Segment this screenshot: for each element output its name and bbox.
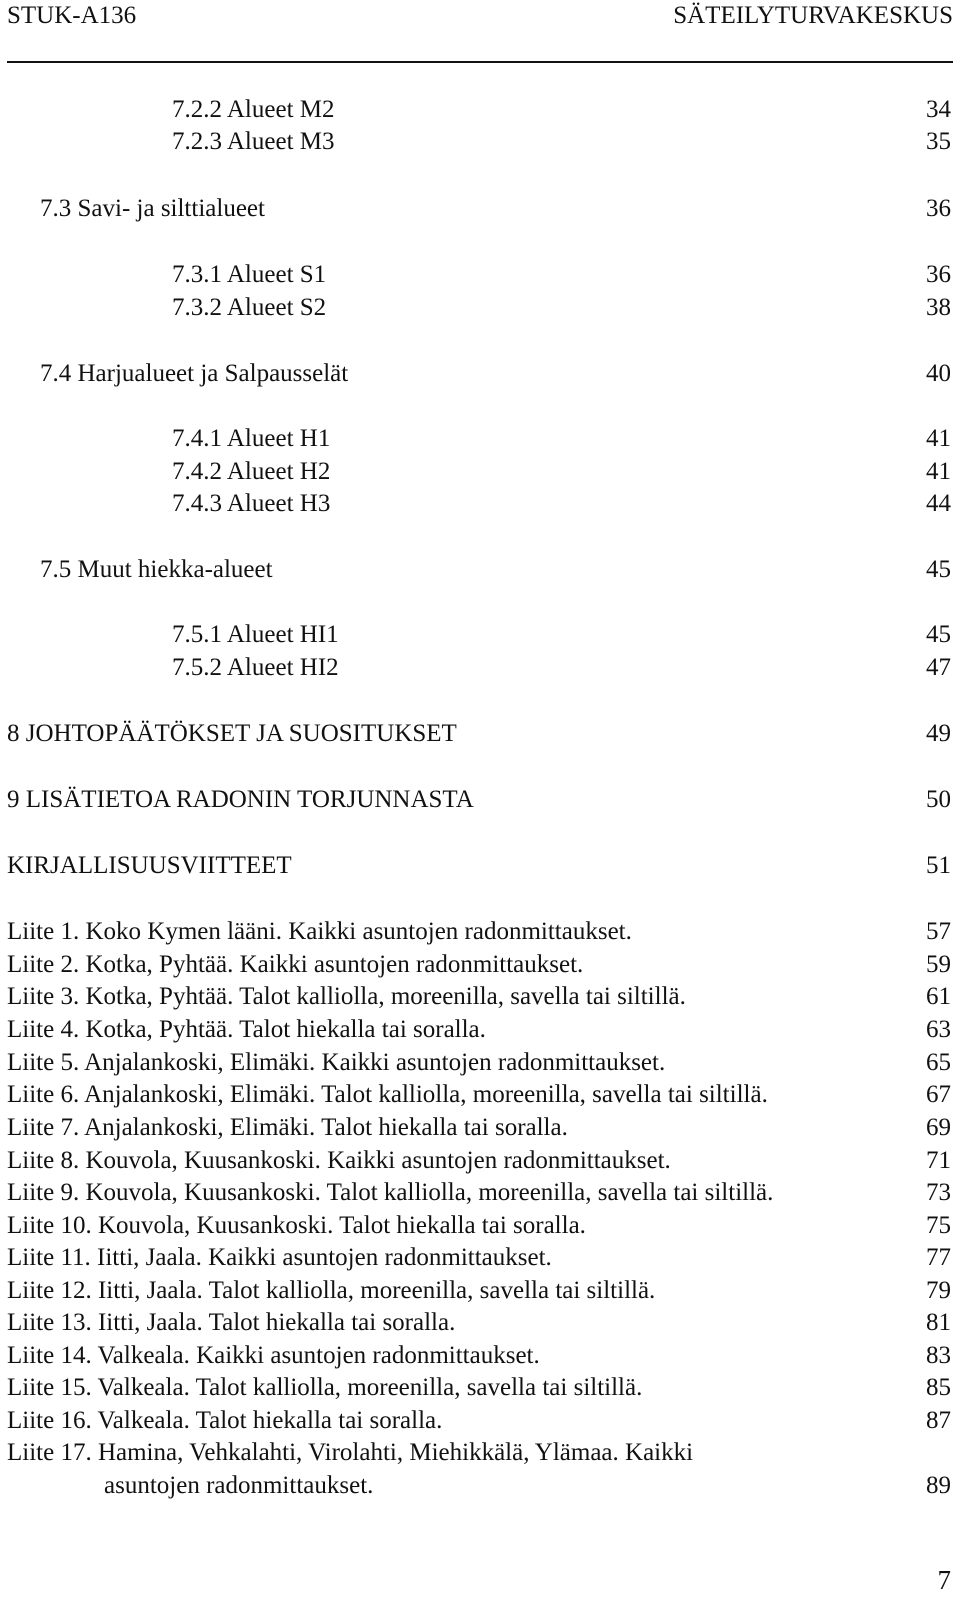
appendix-entry: Liite 4. Kotka, Pyhtää. Talot hiekalla tai soralla. [7, 1016, 486, 1043]
appendix-entry: Liite 9. Kouvola, Kuusankoski. Talot kalliolla, moreenilla, savella tai siltillä. [7, 1179, 774, 1206]
toc-page: 41 [926, 458, 951, 485]
toc-page: 49 [926, 720, 951, 747]
appendix-page: 57 [926, 918, 951, 945]
toc-page: 35 [926, 128, 951, 155]
toc-entry: 7.5.1 Alueet HI1 [172, 621, 339, 648]
appendix-entry: Liite 6. Anjalankoski, Elimäki. Talot kalliolla, moreenilla, savella tai siltillä. [7, 1081, 768, 1108]
appendix-page: 83 [926, 1342, 951, 1369]
toc-entry: 7.4.2 Alueet H2 [172, 458, 331, 485]
appendix-entry: Liite 12. Iitti, Jaala. Talot kalliolla, moreenilla, savella tai siltillä. [7, 1277, 656, 1304]
appendix-page: 61 [926, 983, 951, 1010]
toc-entry: 7.3.1 Alueet S1 [172, 261, 327, 288]
toc-entry: 9 LISÄTIETOA RADONIN TORJUNNASTA [7, 786, 474, 813]
toc-entry: 7.4.3 Alueet H3 [172, 490, 331, 517]
appendix-entry: Liite 17. Hamina, Vehkalahti, Virolahti, Miehikkälä, Ylämaa. Kaikki [7, 1439, 694, 1466]
toc-page: 50 [926, 786, 951, 813]
appendix-page: 73 [926, 1179, 951, 1206]
appendix-page: 65 [926, 1049, 951, 1076]
appendix-page: 89 [926, 1472, 951, 1499]
appendix-page: 59 [926, 951, 951, 978]
appendix-page: 69 [926, 1114, 951, 1141]
toc-page: 34 [926, 96, 951, 123]
toc-entry: 7.4.1 Alueet H1 [172, 425, 331, 452]
toc-page: 45 [926, 621, 951, 648]
appendix-entry: Liite 5. Anjalankoski, Elimäki. Kaikki asuntojen radonmittaukset. [7, 1049, 666, 1076]
toc-entry: 7.2.2 Alueet M2 [172, 96, 335, 123]
toc-entry: 7.2.3 Alueet M3 [172, 128, 335, 155]
toc-page: 45 [926, 556, 951, 583]
appendix-page: 85 [926, 1374, 951, 1401]
toc-page: 36 [926, 195, 951, 222]
toc-entry: KIRJALLISUUSVIITTEET [7, 852, 292, 879]
toc-page: 41 [926, 425, 951, 452]
toc-entry: 7.5.2 Alueet HI2 [172, 654, 339, 681]
appendix-page: 67 [926, 1081, 951, 1108]
toc-entry: 7.3.2 Alueet S2 [172, 294, 327, 321]
toc-entry: 8 JOHTOPÄÄTÖKSET JA SUOSITUKSET [7, 720, 457, 747]
toc-entry: 7.5 Muut hiekka-alueet [40, 556, 273, 583]
appendix-entry: Liite 11. Iitti, Jaala. Kaikki asuntojen radonmittaukset. [7, 1244, 552, 1271]
appendix-entry: Liite 8. Kouvola, Kuusankoski. Kaikki asuntojen radonmittaukset. [7, 1147, 671, 1174]
appendix-page: 87 [926, 1407, 951, 1434]
appendix-page: 77 [926, 1244, 951, 1271]
appendix-page: 71 [926, 1147, 951, 1174]
appendix-page: 79 [926, 1277, 951, 1304]
appendix-entry: Liite 2. Kotka, Pyhtää. Kaikki asuntojen radonmittaukset. [7, 951, 584, 978]
appendix-page: 63 [926, 1016, 951, 1043]
page-header [7, 2, 953, 38]
appendix-entry: Liite 16. Valkeala. Talot hiekalla tai soralla. [7, 1407, 443, 1434]
appendix-entry: Liite 14. Valkeala. Kaikki asuntojen radonmittaukset. [7, 1342, 540, 1369]
appendix-entry-continuation: asuntojen radonmittaukset. [104, 1472, 374, 1499]
appendix-entry: Liite 7. Anjalankoski, Elimäki. Talot hiekalla tai soralla. [7, 1114, 568, 1141]
toc-page: 36 [926, 261, 951, 288]
appendix-page: 81 [926, 1309, 951, 1336]
publisher-name: SÄTEILYTURVAKESKUS [673, 2, 953, 29]
toc-entry: 7.4 Harjualueet ja Salpausselät [40, 360, 349, 387]
page-number: 7 [937, 1565, 951, 1595]
toc-page: 44 [926, 490, 951, 517]
toc-page: 38 [926, 294, 951, 321]
appendix-entry: Liite 10. Kouvola, Kuusankoski. Talot hiekalla tai soralla. [7, 1212, 586, 1239]
appendix-page: 75 [926, 1212, 951, 1239]
appendix-entry: Liite 3. Kotka, Pyhtää. Talot kalliolla, moreenilla, savella tai siltillä. [7, 983, 686, 1010]
appendix-entry: Liite 15. Valkeala. Talot kalliolla, moreenilla, savella tai siltillä. [7, 1374, 643, 1401]
appendix-entry: Liite 1. Koko Kymen lääni. Kaikki asuntojen radonmittaukset. [7, 918, 632, 945]
toc-entry: 7.3 Savi- ja silttialueet [40, 195, 265, 222]
appendix-entry: Liite 13. Iitti, Jaala. Talot hiekalla tai soralla. [7, 1309, 456, 1336]
toc-page: 51 [926, 852, 951, 879]
toc-page: 40 [926, 360, 951, 387]
toc-page: 47 [926, 654, 951, 681]
report-id: STUK-A136 [7, 2, 137, 29]
header-rule [7, 61, 953, 63]
